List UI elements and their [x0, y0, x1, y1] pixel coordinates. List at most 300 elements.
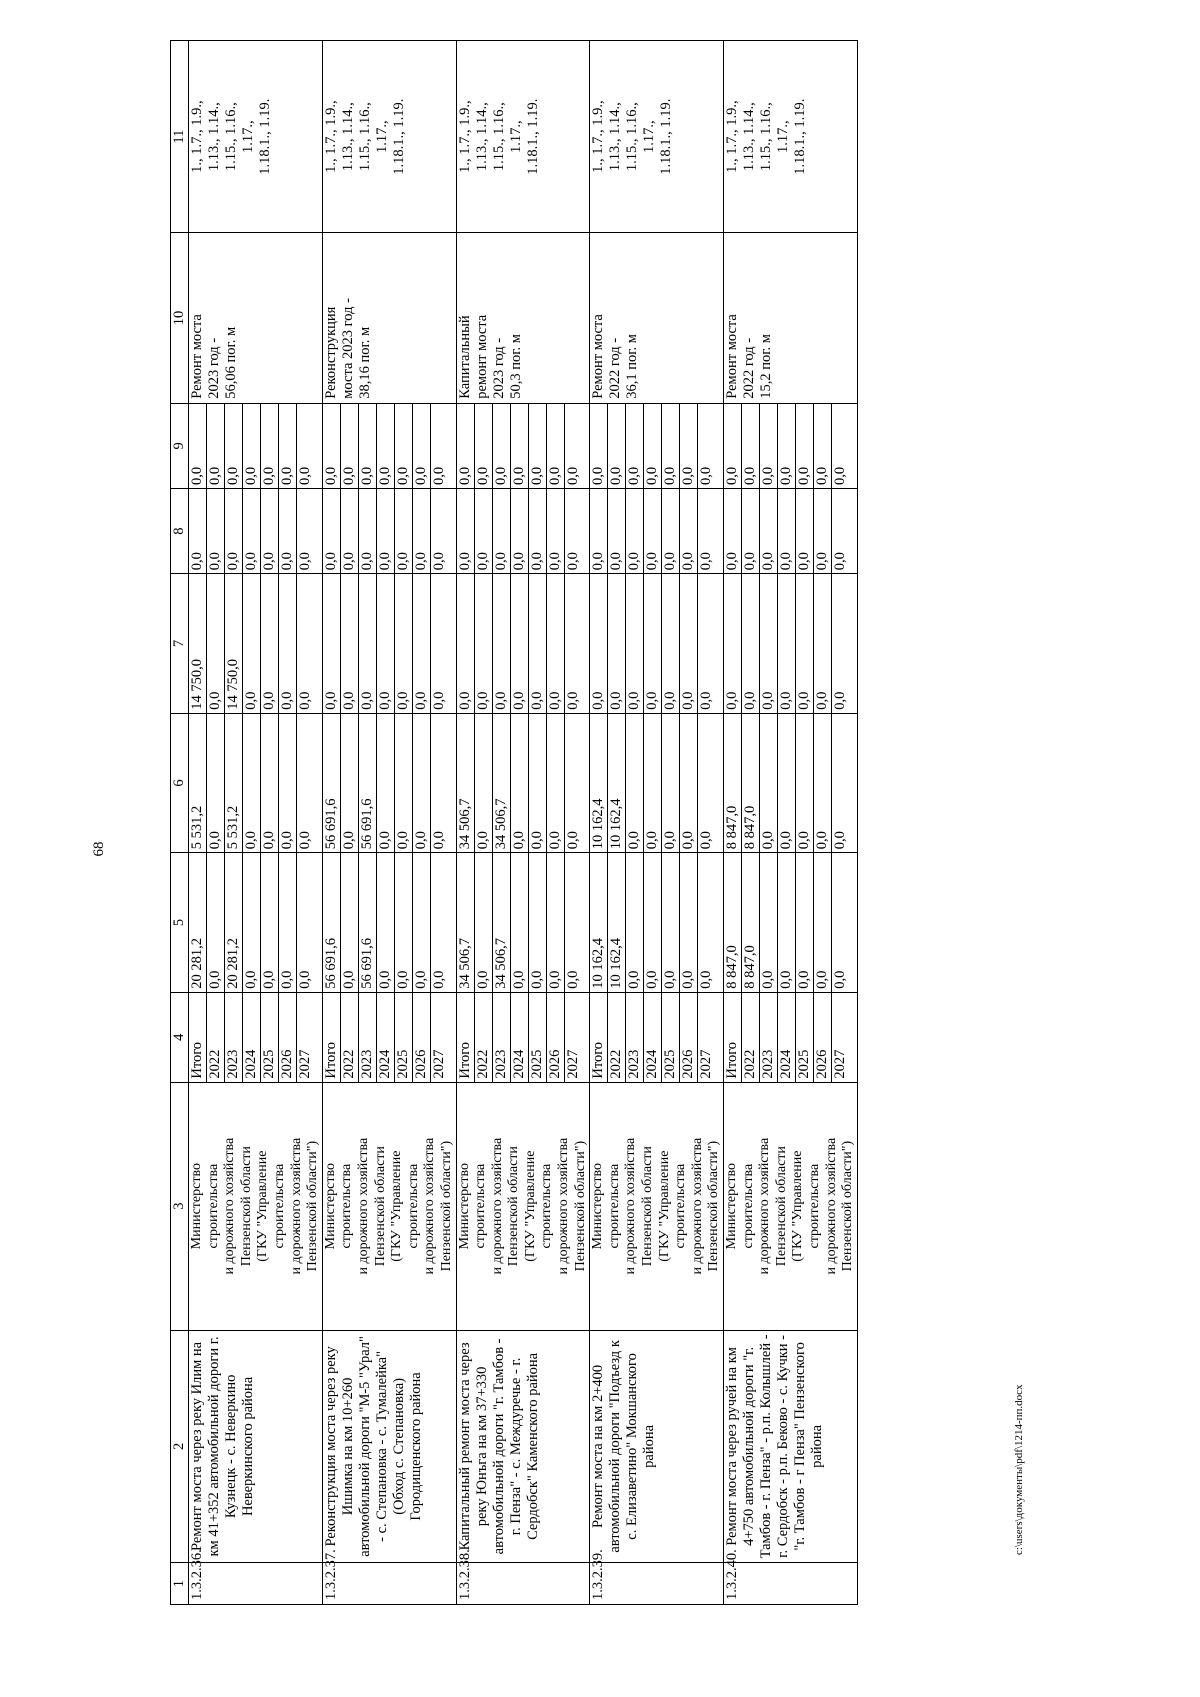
value-cell: 0,0	[564, 970, 581, 989]
executor-line: и дорожного хозяйства	[623, 1137, 639, 1275]
header-cell: 10	[171, 233, 189, 404]
row-name: Ремонт моста на км 2+400 автомобильной дороги "Подъезд к с. Елизаветино" Мокшанского района	[590, 1330, 724, 1563]
result-line: Ремонт моста	[189, 314, 205, 399]
value-cell: 0,0	[760, 489, 778, 573]
value-cell: 0,0	[564, 552, 581, 571]
rotated-table-container	[170, 40, 1051, 1605]
year-cell: Итого	[323, 993, 341, 1082]
year-cell: 2027	[430, 1049, 447, 1079]
value-cell: 0,0	[207, 574, 225, 713]
value-cell: 0,0	[814, 574, 832, 713]
value-cell: 0,0	[814, 853, 832, 992]
value-cell: 0,0	[510, 489, 528, 573]
result-line: 2022 год -	[741, 337, 757, 399]
year-cell: Итого	[189, 993, 207, 1082]
value-cell: 0,0	[189, 489, 207, 573]
year-cell: 2027	[698, 1049, 715, 1079]
value-cell: 0,0	[528, 574, 546, 713]
value-cell: 0,0	[680, 574, 698, 713]
value-cell: 34 506,7	[457, 714, 475, 853]
value-cell: 8 847,0	[742, 714, 760, 853]
executor-line: (ГКУ "Управление	[255, 1150, 271, 1262]
row-years	[590, 992, 724, 1082]
executor-line: строительства	[673, 1163, 689, 1249]
value-cell: 0,0	[778, 574, 796, 713]
indicator-code-line: 1., 1.7., 1.9.,	[724, 100, 740, 173]
year-cell: 2023	[760, 993, 778, 1082]
row-executor	[724, 1082, 858, 1330]
value-cell: 10 162,4	[608, 853, 626, 992]
executor-line: Пензенской области	[640, 1146, 656, 1267]
indicator-code-line: 1.17.,	[240, 120, 256, 153]
year-cell: 2025	[261, 993, 279, 1082]
executor-line: строительства	[806, 1163, 822, 1249]
value-cell: 0,0	[243, 853, 261, 992]
row-indicator-codes	[456, 41, 590, 233]
value-cell: 0,0	[207, 714, 225, 853]
value-cell: 0,0	[778, 404, 796, 488]
row-result	[456, 233, 590, 404]
row-executor	[322, 1082, 456, 1330]
row-values-c9	[322, 403, 456, 488]
value-cell: 56 691,6	[358, 714, 376, 853]
header-cell: 4	[171, 992, 189, 1082]
value-cell: 0,0	[340, 714, 358, 853]
value-cell: 0,0	[394, 574, 412, 713]
indicator-code-line: 1.17.,	[373, 120, 390, 153]
executor-line: (ГКУ "Управление	[656, 1150, 672, 1262]
indicator-code-line: 1.13., 1.14.,	[741, 102, 757, 172]
value-cell: 0,0	[590, 574, 608, 713]
value-cell: 0,0	[724, 404, 742, 488]
year-cell: 2025	[528, 993, 546, 1082]
value-cell: 0,0	[724, 574, 742, 713]
value-cell: 0,0	[528, 404, 546, 488]
value-cell: 0,0	[644, 404, 662, 488]
executor-line: Пензенской области")	[840, 1140, 856, 1272]
year-cell: Итого	[457, 993, 475, 1082]
executor-line: Министерство	[590, 1163, 606, 1250]
executor-line: (ГКУ "Управление	[790, 1150, 806, 1262]
value-cell: 0,0	[376, 404, 394, 488]
year-cell: 2022	[742, 993, 760, 1082]
value-cell: 0,0	[297, 970, 313, 989]
value-cell: 0,0	[394, 489, 412, 573]
value-cell: 0,0	[376, 853, 394, 992]
value-cell: 0,0	[323, 489, 341, 573]
header-cell: 5	[171, 853, 189, 993]
value-cell: 0,0	[279, 489, 297, 573]
year-cell: 2025	[662, 993, 680, 1082]
value-cell: 0,0	[608, 404, 626, 488]
year-cell: 2022	[340, 993, 358, 1082]
year-cell: 2026	[279, 993, 297, 1082]
value-cell: 0,0	[412, 404, 430, 488]
executor-line: (ГКУ "Управление	[522, 1150, 538, 1262]
value-cell: 0,0	[510, 714, 528, 853]
value-cell: 0,0	[243, 404, 261, 488]
value-cell: 0,0	[430, 970, 447, 989]
indicator-code-line: 1.15., 1.16.,	[223, 102, 239, 172]
value-cell: 0,0	[796, 489, 814, 573]
value-cell: 0,0	[510, 574, 528, 713]
value-cell: 10 162,4	[590, 853, 608, 992]
row-executor	[189, 1082, 323, 1330]
value-cell: 0,0	[323, 404, 341, 488]
value-cell: 34 506,7	[492, 714, 510, 853]
value-cell: 0,0	[243, 489, 261, 573]
value-cell: 0,0	[261, 853, 279, 992]
value-cell: 0,0	[564, 466, 581, 486]
row-values-c7	[590, 574, 724, 714]
year-cell: 2026	[546, 993, 564, 1082]
value-cell: 0,0	[297, 466, 313, 486]
value-cell: 0,0	[394, 404, 412, 488]
row-values-c7	[724, 574, 858, 714]
value-cell: 0,0	[430, 691, 447, 710]
value-cell: 0,0	[412, 853, 430, 992]
year-cell: 2025	[394, 993, 412, 1082]
result-line: ремонт моста	[473, 314, 490, 399]
row-indicator-codes	[590, 41, 724, 233]
executor-line: и дорожного хозяйства	[422, 1137, 438, 1275]
value-cell: 0,0	[680, 714, 698, 853]
value-cell: 0,0	[832, 691, 848, 710]
value-cell: 20 281,2	[189, 853, 207, 992]
row-values-c8	[456, 489, 590, 574]
executor-line: Пензенской области	[506, 1146, 522, 1267]
row-years	[322, 992, 456, 1082]
value-cell: 0,0	[832, 970, 848, 989]
row-result	[322, 233, 456, 404]
result-line: Ремонт моста	[590, 314, 607, 399]
value-cell: 0,0	[510, 404, 528, 488]
result-line: 2023 год -	[490, 337, 507, 399]
row-values-c8	[724, 489, 858, 574]
value-cell: 20 281,2	[225, 853, 243, 992]
row-years	[456, 992, 590, 1082]
value-cell: 0,0	[546, 853, 564, 992]
value-cell: 56 691,6	[358, 853, 376, 992]
executor-line: и дорожного хозяйства	[689, 1137, 705, 1275]
value-cell: 0,0	[376, 489, 394, 573]
table-row	[724, 41, 858, 1605]
row-values-c6	[724, 713, 858, 853]
row-values-c9	[590, 403, 724, 488]
value-cell: 8 847,0	[724, 714, 742, 853]
result-line: 15,2 пог. м	[758, 334, 774, 399]
row-values-c6	[590, 713, 724, 853]
value-cell: 0,0	[394, 714, 412, 853]
value-cell: 0,0	[340, 574, 358, 713]
value-cell: 0,0	[546, 489, 564, 573]
year-cell: Итого	[590, 993, 608, 1082]
value-cell: 0,0	[662, 853, 680, 992]
value-cell: 0,0	[430, 552, 447, 571]
header-row	[171, 41, 189, 1605]
result-line: 36,1 пог. м	[624, 334, 641, 399]
year-cell: 2027	[832, 1049, 848, 1079]
value-cell: 0,0	[474, 489, 492, 573]
row-values-c6	[189, 713, 323, 853]
value-cell: 0,0	[430, 831, 447, 850]
value-cell: 0,0	[474, 853, 492, 992]
value-cell: 0,0	[698, 970, 715, 989]
year-cell: 2025	[796, 993, 814, 1082]
year-cell: 2027	[297, 1049, 313, 1079]
indicator-code-line: 1.18.1., 1.19.	[390, 98, 407, 175]
value-cell: 0,0	[279, 853, 297, 992]
indicator-code-line: 1.13., 1.14.,	[206, 102, 222, 172]
table-body	[171, 41, 858, 1605]
value-cell: 0,0	[457, 574, 475, 713]
header-cell: 3	[171, 1082, 189, 1330]
value-cell: 0,0	[796, 853, 814, 992]
value-cell: 0,0	[279, 404, 297, 488]
table-row	[189, 41, 323, 1605]
value-cell: 0,0	[207, 489, 225, 573]
indicator-code-line: 1.17.,	[507, 120, 524, 153]
year-cell: 2024	[510, 993, 528, 1082]
footer-file-path: c:\users\документы\pdf\1214-пп.docx	[1013, 1384, 1025, 1555]
executor-line: строительства	[339, 1163, 355, 1249]
year-cell: 2024	[778, 993, 796, 1082]
page-number: 68	[91, 841, 107, 857]
row-indicator-codes	[724, 41, 858, 233]
executor-line: строительства	[473, 1163, 489, 1249]
value-cell: 56 691,6	[323, 714, 341, 853]
row-code: 1.3.2.39.	[590, 1563, 724, 1605]
row-values-c6	[322, 713, 456, 853]
value-cell: 0,0	[698, 691, 715, 710]
value-cell: 14 750,0	[189, 574, 207, 713]
year-cell: 2026	[412, 993, 430, 1082]
value-cell: 0,0	[796, 714, 814, 853]
value-cell: 0,0	[778, 489, 796, 573]
result-line: Ремонт моста	[724, 314, 740, 399]
row-values-c8	[189, 489, 323, 574]
value-cell: 0,0	[644, 853, 662, 992]
value-cell: 0,0	[297, 691, 313, 710]
executor-line: и дорожного хозяйства	[489, 1137, 505, 1275]
value-cell: 0,0	[394, 853, 412, 992]
value-cell: 0,0	[608, 574, 626, 713]
value-cell: 0,0	[796, 404, 814, 488]
value-cell: 0,0	[189, 404, 207, 488]
executor-line: Пензенской области")	[438, 1140, 454, 1272]
value-cell: 0,0	[528, 714, 546, 853]
row-values-c9	[456, 403, 590, 488]
row-name: Ремонт моста через ручей на км 4+750 автомобильной дороги "г. Тамбов - г. Пенза" - р.п. Колышлей - г. Сердобск - р.п. Беково - с. Кучки - "г. Тамбов - г Пенза" Пензенского района	[724, 1330, 858, 1563]
value-cell: 0,0	[814, 714, 832, 853]
value-cell: 0,0	[225, 489, 243, 573]
year-cell: 2022	[474, 993, 492, 1082]
indicator-code-line: 1.17.,	[641, 120, 658, 153]
value-cell: 0,0	[528, 853, 546, 992]
year-cell: 2023	[358, 993, 376, 1082]
executor-line: Пензенской области")	[706, 1140, 722, 1272]
result-line: моста 2023 год -	[339, 298, 356, 399]
value-cell: 0,0	[662, 714, 680, 853]
indicator-code-line: 1.18.1., 1.19.	[658, 98, 675, 175]
value-cell: 0,0	[626, 853, 644, 992]
indicator-code-line: 1.15., 1.16.,	[356, 102, 373, 172]
executor-line: и дорожного хозяйства	[355, 1137, 371, 1275]
value-cell: 0,0	[528, 489, 546, 573]
year-cell: Итого	[724, 993, 742, 1082]
result-line: Реконструкция	[322, 306, 339, 399]
value-cell: 0,0	[340, 489, 358, 573]
value-cell: 34 506,7	[492, 853, 510, 992]
value-cell: 0,0	[760, 404, 778, 488]
table-row	[322, 41, 456, 1605]
value-cell: 0,0	[832, 552, 848, 571]
value-cell: 0,0	[814, 489, 832, 573]
value-cell: 0,0	[814, 404, 832, 488]
table-row	[456, 41, 590, 1605]
value-cell: 0,0	[590, 489, 608, 573]
value-cell: 0,0	[698, 552, 715, 571]
value-cell: 0,0	[430, 466, 447, 486]
value-cell: 0,0	[832, 466, 848, 486]
value-cell: 0,0	[340, 404, 358, 488]
year-cell: 2024	[376, 993, 394, 1082]
value-cell: 0,0	[279, 714, 297, 853]
value-cell: 0,0	[492, 574, 510, 713]
value-cell: 0,0	[546, 404, 564, 488]
header-cell: 9	[171, 403, 189, 488]
table-row	[590, 41, 724, 1605]
indicator-code-line: 1.18.1., 1.19.	[524, 98, 541, 175]
row-indicator-codes	[189, 41, 323, 233]
value-cell: 0,0	[760, 853, 778, 992]
value-cell: 0,0	[474, 404, 492, 488]
value-cell: 0,0	[225, 404, 243, 488]
value-cell: 0,0	[644, 714, 662, 853]
value-cell: 0,0	[680, 404, 698, 488]
value-cell: 0,0	[626, 714, 644, 853]
value-cell: 0,0	[590, 404, 608, 488]
value-cell: 0,0	[662, 574, 680, 713]
value-cell: 0,0	[279, 574, 297, 713]
value-cell: 8 847,0	[724, 853, 742, 992]
row-values-c8	[590, 489, 724, 574]
row-code: 1.3.2.36.	[189, 1563, 323, 1605]
year-cell: 2023	[492, 993, 510, 1082]
result-line: 2023 год -	[206, 337, 222, 399]
executor-line: Пензенской области	[238, 1146, 254, 1267]
indicator-code-line: 1.18.1., 1.19.	[792, 98, 808, 175]
value-cell: 0,0	[742, 404, 760, 488]
row-values-c7	[456, 574, 590, 714]
value-cell: 0,0	[680, 489, 698, 573]
value-cell: 0,0	[207, 404, 225, 488]
value-cell: 0,0	[796, 574, 814, 713]
value-cell: 56 691,6	[323, 853, 341, 992]
executor-line: и дорожного хозяйства	[288, 1137, 304, 1275]
value-cell: 0,0	[644, 489, 662, 573]
value-cell: 0,0	[297, 552, 313, 571]
executor-line: Министерство	[322, 1163, 338, 1250]
year-cell: 2024	[243, 993, 261, 1082]
row-values-c5	[456, 853, 590, 993]
value-cell: 0,0	[376, 714, 394, 853]
executor-line: и дорожного хозяйства	[556, 1137, 572, 1275]
row-executor	[456, 1082, 590, 1330]
value-cell: 0,0	[742, 574, 760, 713]
row-years	[724, 992, 858, 1082]
value-cell: 0,0	[412, 574, 430, 713]
value-cell: 0,0	[546, 714, 564, 853]
row-values-c9	[724, 403, 858, 488]
value-cell: 0,0	[662, 404, 680, 488]
header-cell: 2	[171, 1330, 189, 1563]
value-cell: 0,0	[297, 831, 313, 850]
indicator-code-line: 1.15., 1.16.,	[758, 102, 774, 172]
value-cell: 0,0	[626, 404, 644, 488]
indicator-code-line: 1., 1.7., 1.9.,	[456, 100, 473, 173]
row-code: 1.3.2.37.	[322, 1563, 456, 1605]
executor-line: и дорожного хозяйства	[823, 1137, 839, 1275]
value-cell: 34 506,7	[457, 853, 475, 992]
executor-line: строительства	[405, 1163, 421, 1249]
value-cell: 0,0	[832, 831, 848, 850]
year-cell: 2027	[564, 1049, 581, 1079]
executor-line: Министерство	[456, 1163, 472, 1250]
header-cell: 7	[171, 574, 189, 714]
indicator-code-line: 1., 1.7., 1.9.,	[189, 100, 205, 173]
header-cell: 8	[171, 489, 189, 574]
executor-line: строительства	[740, 1163, 756, 1249]
year-cell: 2026	[680, 993, 698, 1082]
row-values-c8	[322, 489, 456, 574]
value-cell: 0,0	[626, 489, 644, 573]
value-cell: 0,0	[457, 489, 475, 573]
value-cell: 0,0	[261, 489, 279, 573]
value-cell: 0,0	[564, 691, 581, 710]
value-cell: 0,0	[626, 574, 644, 713]
row-values-c9	[189, 403, 323, 488]
row-result	[724, 233, 858, 404]
indicator-code-line: 1.15., 1.16.,	[490, 102, 507, 172]
value-cell: 0,0	[358, 574, 376, 713]
value-cell: 10 162,4	[608, 714, 626, 853]
value-cell: 0,0	[742, 489, 760, 573]
row-executor	[590, 1082, 724, 1330]
indicator-code-line: 1.13., 1.14.,	[473, 102, 490, 172]
value-cell: 0,0	[546, 574, 564, 713]
row-name: Реконструкция моста через реку Ишимка на км 10+260 автомобильной дороги "М-5 "Урал" - с. Степановка - с. Тумалейка" (Обход с. Степановка) Городищенского района	[322, 1330, 456, 1563]
value-cell: 0,0	[243, 714, 261, 853]
result-line: 56,06 пог. м	[223, 326, 239, 399]
indicator-code-line: 1.15., 1.16.,	[624, 102, 641, 172]
executor-line: строительства	[606, 1163, 622, 1249]
row-values-c5	[189, 853, 323, 993]
value-cell: 5 531,2	[189, 714, 207, 853]
value-cell: 0,0	[492, 489, 510, 573]
result-line: 50,3 пог. м	[507, 334, 524, 399]
result-line: 38,16 пог. м	[356, 326, 373, 399]
program-table	[170, 40, 858, 1605]
result-line: 2022 год -	[607, 337, 624, 399]
value-cell: 0,0	[608, 489, 626, 573]
indicator-code-line: 1.18.1., 1.19.	[257, 98, 273, 175]
value-cell: 0,0	[207, 853, 225, 992]
row-code: 1.3.2.40.	[724, 1563, 858, 1605]
value-cell: 0,0	[644, 574, 662, 713]
indicator-code-line: 1., 1.7., 1.9.,	[590, 100, 607, 173]
indicator-code-line: 1.17.,	[775, 120, 791, 153]
